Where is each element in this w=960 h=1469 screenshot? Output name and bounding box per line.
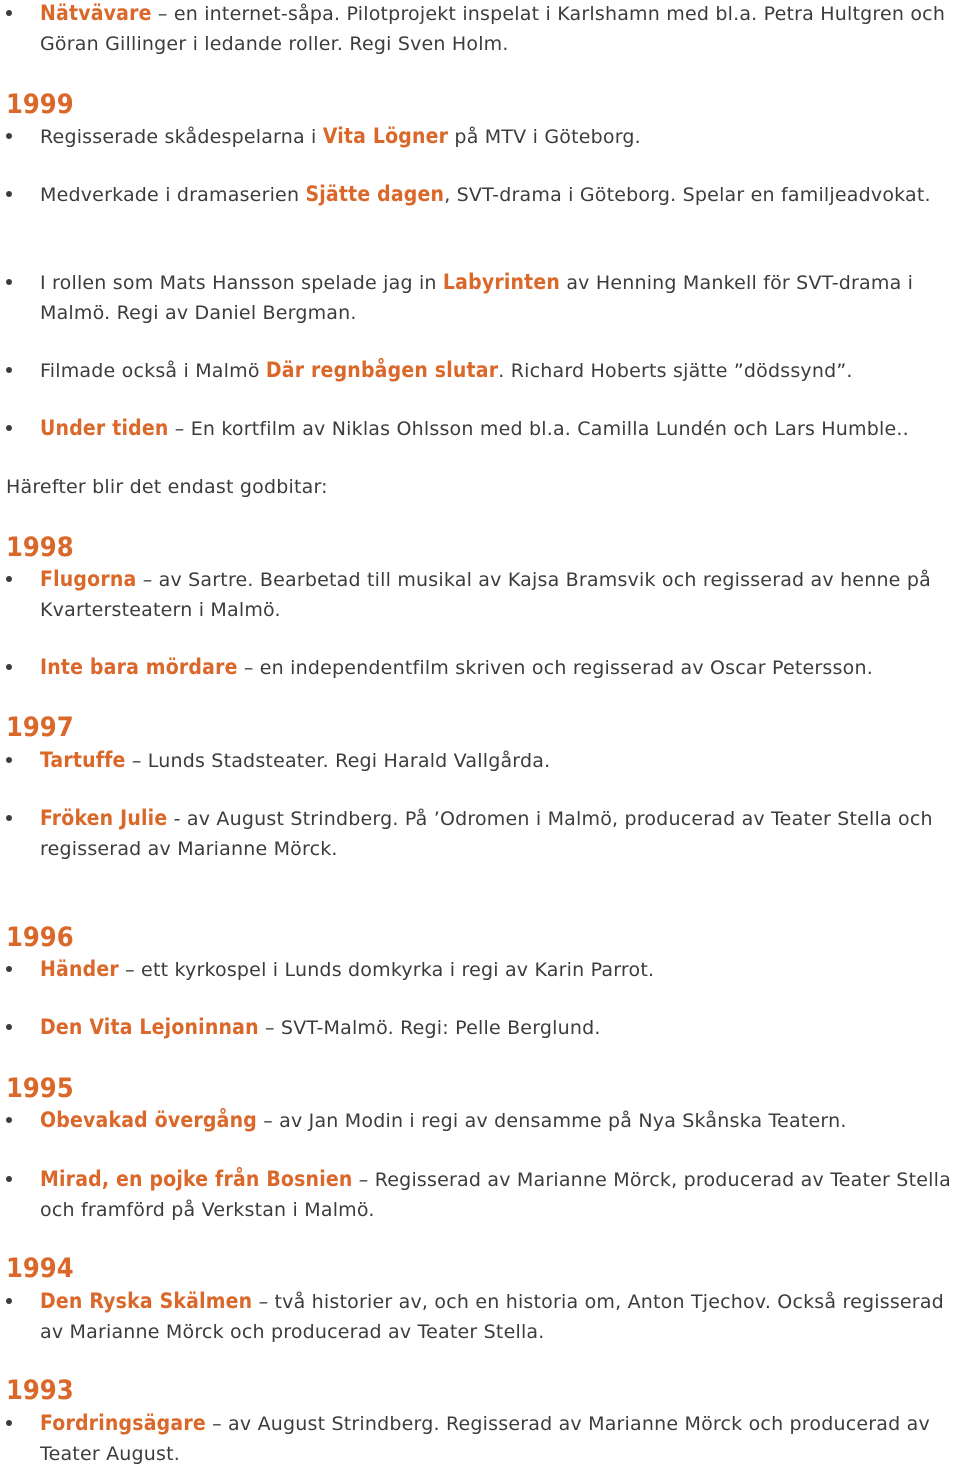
bullet-icon [6, 133, 12, 139]
item-text: – ett kyrkospel i Lunds domkyrka i regi av Karin Parrot. [118, 959, 655, 981]
bullet-icon [6, 10, 12, 16]
work-title: Obevakad övergång [40, 1108, 257, 1132]
work-title: Den Ryska Skälmen [40, 1289, 253, 1313]
item-text: – av Jan Modin i regi av densamme på Nya Skånska Teatern. [256, 1110, 847, 1132]
bullet-icon [6, 1420, 12, 1426]
bullet-icon [6, 576, 12, 582]
list-item [40, 1105, 958, 1136]
year-heading: 1997 [6, 712, 74, 743]
item-text: – SVT-Malmö. Regi: Pelle Berglund. [258, 1017, 601, 1039]
work-title: Där regnbågen slutar [265, 358, 499, 382]
year-heading: 1998 [6, 532, 74, 563]
work-title: Händer [40, 957, 119, 981]
bullet-icon [6, 757, 12, 763]
item-text: - av August Strindberg. På ’Odromen i Malmö, producerad av Teater Stella och regisserad av Marianne Mörck. [40, 808, 933, 860]
item-text: I rollen som Mats Hansson spelade jag in [40, 272, 443, 294]
list-item [40, 1012, 958, 1043]
item-text: – av August Strindberg. Regisserad av Marianne Mörck och producerad av Teater August. [40, 1413, 930, 1465]
item-text: – Regisserad av Marianne Mörck, producerad av Teater Stella och framförd på Verkstan i Malmö. [40, 1169, 951, 1221]
item-text: – en independentfilm skriven och regisserad av Oscar Petersson. [237, 657, 873, 679]
year-heading: 1993 [6, 1375, 74, 1406]
work-title: Labyrinten [442, 270, 561, 294]
work-title: Fordringsägare [40, 1411, 206, 1435]
work-title: Inte bara mördare [40, 655, 238, 679]
item-text: – Lunds Stadsteater. Regi Harald Vallgårda. [125, 750, 551, 772]
work-title: Flugorna [40, 567, 137, 591]
work-title: Sjätte dagen [305, 182, 445, 206]
list-item [40, 413, 958, 444]
list-item [40, 1286, 958, 1347]
item-text: – av Sartre. Bearbetad till musikal av Kajsa Bramsvik och regisserad av henne på Kvartersteatern i Malmö. [40, 569, 931, 621]
work-title: Mirad, en pojke från Bosnien [40, 1167, 353, 1191]
item-text: på MTV i Göteborg. [448, 126, 641, 148]
bullet-icon [6, 191, 12, 197]
item-text: – en internet-såpa. Pilotprojekt inspelat i Karlshamn med bl.a. Petra Hultgren och Göran Gillinger i ledande roller. Regi Sven Holm. [40, 3, 946, 55]
list-item [40, 745, 958, 776]
item-text: Filmade också i Malmö [40, 360, 266, 382]
work-title: Nätvävare [40, 1, 152, 25]
bullet-icon [6, 367, 12, 373]
list-item [40, 0, 958, 59]
item-text: Regisserade skådespelarna i [40, 126, 323, 148]
list-item [40, 179, 958, 210]
year-heading: 1995 [6, 1073, 74, 1104]
list-item [40, 1408, 958, 1469]
item-text: . Richard Hoberts sjätte ”dödssynd”. [498, 360, 853, 382]
list-item [40, 652, 958, 683]
work-title: Den Vita Lejoninnan [40, 1015, 259, 1039]
work-title: Tartuffe [40, 748, 126, 772]
list-item [40, 954, 958, 985]
year-heading: 1996 [6, 922, 74, 953]
bullet-icon [6, 1176, 12, 1182]
year-heading: 1994 [6, 1253, 74, 1284]
bullet-icon [6, 279, 12, 285]
year-heading: 1999 [6, 89, 74, 120]
work-title: Under tiden [40, 416, 169, 440]
bullet-icon [6, 966, 12, 972]
bullet-icon [6, 1298, 12, 1304]
work-title: Fröken Julie [40, 806, 168, 830]
list-item [40, 1164, 958, 1225]
bullet-icon [6, 1024, 12, 1030]
item-text: av Henning Mankell för SVT-drama i Malmö. Regi av Daniel Bergman. [40, 272, 914, 324]
list-item [40, 564, 958, 625]
bullet-icon [6, 664, 12, 670]
item-text: – två historier av, och en historia om, Anton Tjechov. Också regisserad av Marianne Mörck och producerad av Teater Stella. [40, 1291, 944, 1343]
bullet-icon [6, 425, 12, 431]
intro-paragraph: Härefter blir det endast godbitar: [6, 476, 328, 498]
work-title: Vita Lögner [322, 124, 449, 148]
bullet-icon [6, 1117, 12, 1123]
item-text: – En kortfilm av Niklas Ohlsson med bl.a. Camilla Lundén och Lars Humble.. [168, 418, 909, 440]
list-item [40, 803, 958, 864]
list-item [40, 355, 958, 386]
item-text: Medverkade i dramaserien [40, 184, 306, 206]
list-item [40, 267, 958, 328]
bullet-icon [6, 815, 12, 821]
item-text: , SVT-drama i Göteborg. Spelar en familjeadvokat. [444, 184, 931, 206]
list-item [40, 121, 958, 152]
